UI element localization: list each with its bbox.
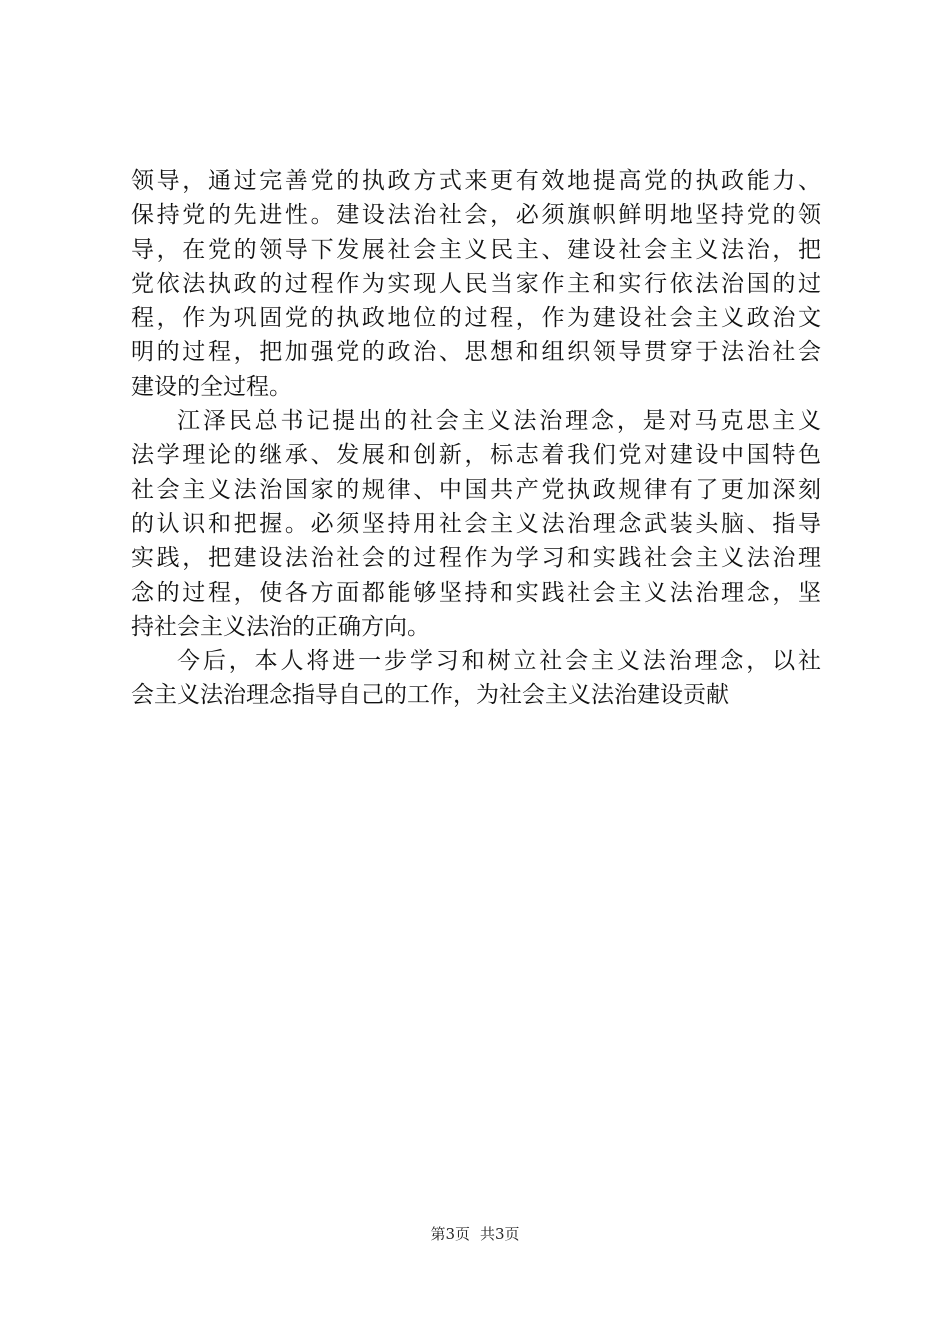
total-pages: 共3页 bbox=[480, 1225, 520, 1243]
body-text bbox=[131, 164, 821, 713]
paragraph-1-line-2: 保持党的先进性。建设法治社会，必须旗帜鲜明地坚持党的领 bbox=[131, 202, 821, 229]
paragraph-1-line-7: 建设的全过程。 bbox=[131, 373, 292, 400]
paragraph-1-line-6: 明的过程，把加强党的政治、思想和组织领导贯穿于法治社会 bbox=[131, 339, 821, 366]
paragraph-3-line-1: 今后，本人将进一步学习和树立社会主义法治理念，以社 bbox=[177, 648, 821, 675]
paragraph-1-line-3: 导，在党的领导下发展社会主义民主、建设社会主义法治，把 bbox=[131, 236, 821, 263]
page-footer bbox=[0, 1224, 950, 1244]
paragraph-2-line-4: 的认识和把握。必须坚持用社会主义法治理念武装头脑、指导 bbox=[131, 510, 821, 537]
paragraph-1-line-1: 领导，通过完善党的执政方式来更有效地提高党的执政能力、 bbox=[131, 168, 821, 194]
page-number: 第3页 bbox=[430, 1225, 470, 1243]
paragraph-2-line-6: 念的过程，使各方面都能够坚持和实践社会主义法治理念，坚 bbox=[131, 579, 821, 606]
paragraph-2-line-3: 社会主义法治国家的规律、中国共产党执政规律有了更加深刻 bbox=[131, 476, 821, 503]
paragraph-2-line-5: 实践，把建设法治社会的过程作为学习和实践社会主义法治理 bbox=[131, 545, 821, 572]
paragraph-2-line-7: 持社会主义法治的正确方向。 bbox=[131, 613, 430, 640]
paragraph-1-line-5: 程，作为巩固党的执政地位的过程，作为建设社会主义政治文 bbox=[131, 305, 821, 332]
paragraph-2-line-1: 江泽民总书记提出的社会主义法治理念，是对马克思主义 bbox=[177, 408, 821, 435]
paragraph-1-line-4: 党依法执政的过程作为实现人民当家作主和实行依法治国的过 bbox=[131, 270, 821, 297]
paragraph-2-line-2: 法学理论的继承、发展和创新，标志着我们党对建设中国特色 bbox=[131, 442, 821, 469]
paragraph-3-line-2: 会主义法治理念指导自己的工作，为社会主义法治建设贡献 bbox=[131, 682, 729, 709]
